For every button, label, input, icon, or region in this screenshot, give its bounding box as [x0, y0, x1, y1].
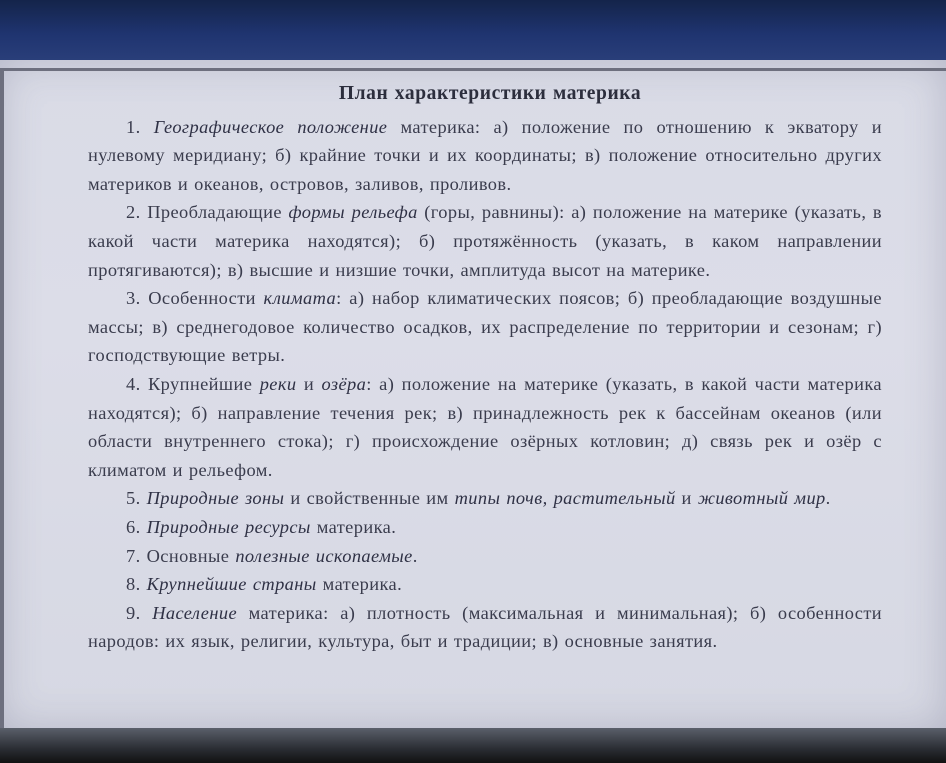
plan-item-7: 7. Основные полезные ископаемые.: [126, 545, 418, 566]
plan-item-9: 9. Население материка: а) плотность (максимальная и минимальная); б) особенности народов: их язык, религии, культура, быт и традиции; в) основные занятия.: [88, 602, 882, 652]
plan-item-6: 6. Природные ресурсы материка.: [126, 516, 397, 537]
plan-item-5: 5. Природные зоны и свойственные им типы почв, растительный и животный мир.: [126, 488, 831, 509]
document-content: [88, 72, 882, 656]
plan-item-2: 2. Преобладающие формы рельефа (горы, равнины): а) положение на материке (указать, в какой части материка находятся); б) протяжённость (указать, в каком направлении протягиваются); в) высшие и низшие точки, амплитуда высот на материке.: [88, 202, 883, 280]
plan-item-1: 1. Географическое положение материка: а) положение по отношению к экватору и нулевому меридиану; б) крайние точки и их координаты; в) положение относительно других материков и океанов, островов, заливов, проливов.: [88, 116, 882, 194]
plan-item-3: 3. Особенности климата: а) набор климатических поясов; б) преобладающие воздушные массы; в) среднегодовое количество осадков, их распределение по территории и сезонам; г) господствующие ветры.: [88, 288, 882, 366]
document-title: План характеристики материка: [338, 83, 642, 104]
bottom-background: [0, 728, 946, 763]
plan-item-8: 8. Крупнейшие страны материка.: [126, 574, 403, 595]
top-background: [0, 0, 946, 62]
plan-item-4: 4. Крупнейшие реки и озёра: а) положение на материке (указать, в какой части материка находятся); б) направление течения рек; в) принадлежность рек к бассейнам океанов (или области внутреннего стока); г) происхождение озёрных котловин; д) связь рек и озёр с климатом и рельефом.: [88, 373, 882, 480]
